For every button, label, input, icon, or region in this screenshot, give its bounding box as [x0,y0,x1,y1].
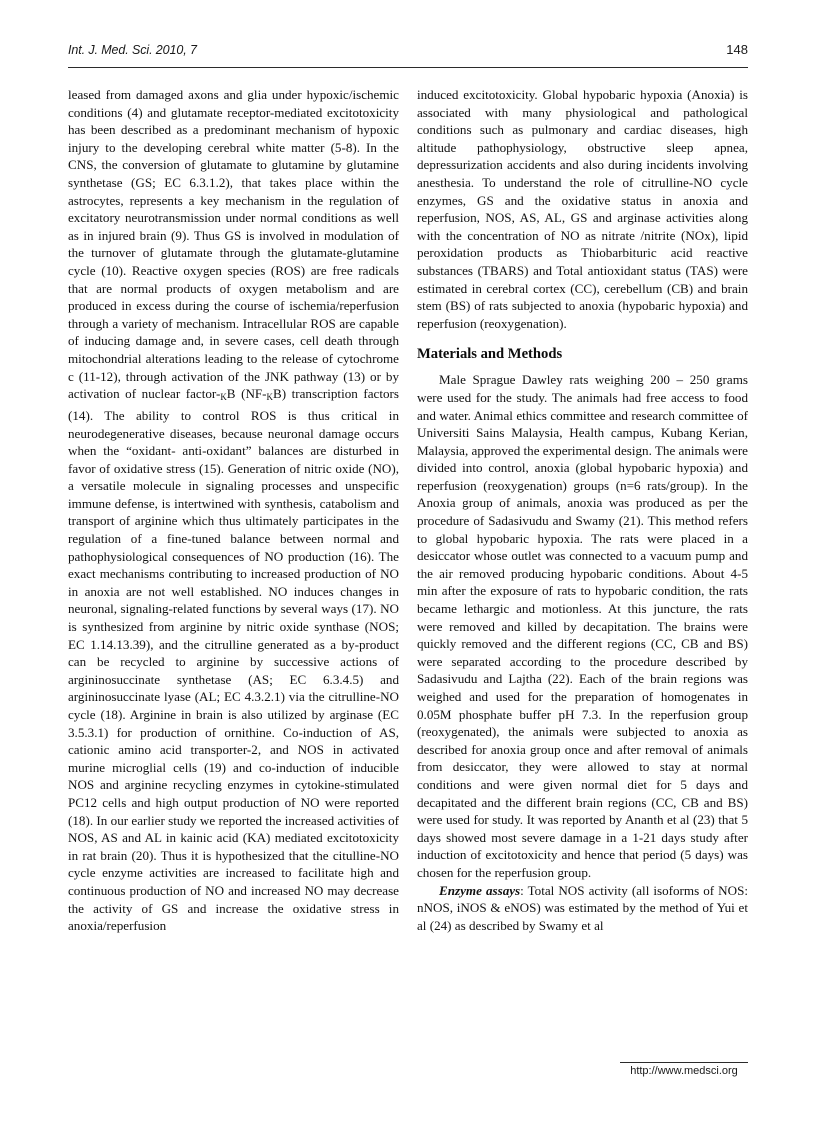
page-footer [620,1062,748,1077]
footer-url: http://www.medsci.org [630,1065,738,1077]
paragraph-text-part-1: leased from damaged axons and glia under hypoxic/ischemic conditions (4) and glutamate receptor-mediated excitotoxicity has been described as a predominant mechanism of hypoxic injury to the developing cerebral white matter (5-8). In the CNS, the conversion of glutamate to glutamine by glutamine synthetase (GS; EC 6.3.1.2), that takes place within the astrocytes, represents a key mechanism in the regulation of excitatory neurotransmission under normal conditions as well as in injured brain (9). Thus GS is involved in modulation of the turnover of glutamate through the glutamate-glutamine cycle (10). Reactive oxygen species (ROS) are free radicals that are normal products of oxygen metabolism and are produced in excess during the course of ischemia/reperfusion through a variety of mechanism. Intracellular ROS are capable of inducing damage and, in severe cases, cell death through mitochondrial alterations leading to the release of cytochrome c (11-12), through activation of the JNK pathway (13) or by activation of nuclear [68,87,399,402]
page-number: 148 [726,42,748,57]
left-column [68,86,399,935]
section-heading-materials-and-methods: Materials and Methods [417,346,563,363]
running-head [68,42,748,57]
header-rule [68,67,748,68]
journal-reference: Int. J. Med. Sci. 2010, 7 [68,43,197,57]
nf-kb-subscript-a: K [220,392,227,403]
paragraph-enzyme-assays [417,882,748,935]
footer-rule [620,1062,748,1063]
nf-kb-part-b: B (NF- [226,386,267,402]
paragraph-enzyme-assays-text: : Total NOS activity (all isoforms of NOS: nNOS, iNOS & eNOS) was estimated by the method of Yui et al (24) as described by Swamy et al [417,882,748,933]
paragraph-text-part-2: B) transcription factors (14). The ability to control ROS is thus critical in neurodegenerative diseases, because neuronal damage occurs when the “oxidant- anti-oxidant” balances are disturbed in favor of oxidative stress (15). Generation of nitric oxide (NO), a versatile molecule in signaling processes and unspecific immune defense, is intertwined with synthesis, catabolism and transport of arginine which thus ultimately participates in the regulation of a fine-tuned balance between normal and pathophysiological consequences of NO production (16). The exact mechanisms contributing to increased production of NO in anoxia are not well established. NO induces changes in neuronal, signaling-related functions by several ways (17). NO is synthesized from arginine by nitric oxide synthase (NOS; EC 1.14.13.39), and the citrulline generated as a by-product can be recycled to arginine by successive actions of argininosuccinate synthetase (AS; EC 6.3.4.5) and argininosuccinate lyase (AL; EC 4.3.2.1) via the citrulline-NO cycle (18). Arginine in brain is also utilized by arginase (EC 3.5.3.1) for production of ornithine. Co-induction of AS, cationic amino acid transporter-2, and NOS in activated murine microglial cells (19) and co-induction of inducible NOS and arginine recycling enzymes in cytokine-stimulated PC12 cells and high output production of NO were reported (18). In our earlier study we reported the increased activities of NOS, AS and AL in kainic acid (KA) mediated excitotoxicity in rat brain (20). Thus it is hypothesized that the citulline-NO cycle enzyme activities are increased to facilitate high and continuous production of NO and increased NO may decrease the activity of GS and increase the oxidative stress in anoxia/reperfusion [68,386,399,934]
paragraph-continued-left [68,86,399,935]
nf-kb-part-a: factor- [185,386,221,402]
paragraph-animals-and-design: Male Sprague Dawley rats weighing 200 – 250 grams were used for the study. The animals had free access to food and water. Animal ethics committee and research committee of Universiti Sains Malaysia, Health campus, Kubang Kerian, Malaysia, approved the experimental design. The animals were divided into control, anoxia (global hypobaric hypoxia) and reperfusion (reoxygenation) groups (n=6 rats/group). In the Anoxia group of animals, anoxia was produced as per the procedure of Sadasivudu and Swamy (21). This method refers to global hypobaric hypoxia. The rats were placed in a desiccator whose outlet was connected to a vacuum pump and the air removed producing hypobaric conditions. About 4-5 min after the exposure of rats to hypobaric condition, the rats became lethargic and motionless. At this juncture, the rats were removed and killed by decapitation. The brains were quickly removed and the different regions (CC, CB and BS) were separated according to the procedure described by Sadasivudu and Lajtha (22). Each of the brain regions was weighed and used for the preparation of homogenates in 0.05M phosphate buffer pH 7.3. In the reperfusion group (reoxygenated), the animals were subjected to anoxia as described for anoxia group once and after removal of animals from desiccator, they were allowed to stay at normal conditions and were given normal diet for 5 days and decapitated and the different brain regions (CC, CB and BS) were used for study. It was reported by Ananth et al (23) that 5 days showed most severe damage in a 1-21 days study after induction of excitotoxicity and hence that period (5 days) was chosen for the reperfusion group. [417,372,748,880]
paragraph-continued-right: induced excitotoxicity. Global hypobaric hypoxia (Anoxia) is associated with many physiological and pathological conditions such as pulmonary and cardiac diseases, high altitude pathophysiology, obstructive sleep apnea, depressurization accidents and also during incidents involving anesthesia. To understand the role of citrulline-NO cycle enzymes, GS and the oxidative status in anoxia and reperfusion, NOS, AS, AL, GS and arginase activities along with the concentration of NO as nitrate /nitrite (NOx), lipid peroxidation products as Thiobarbituric acid reactive substances (TBARS) and Total antioxidant status (TAS) were estimated in cerebral cortex (CC), cerebellum (CB) and brain stem (BS) of rats subjected to anoxia (hypobaric hypoxia) and reperfusion (reoxygenation). [417,87,748,331]
nf-kb-subscript-b: K [266,392,273,403]
body-columns [68,86,748,935]
run-in-heading-enzyme-assays: Enzyme assays [439,882,521,898]
right-column [417,86,748,935]
